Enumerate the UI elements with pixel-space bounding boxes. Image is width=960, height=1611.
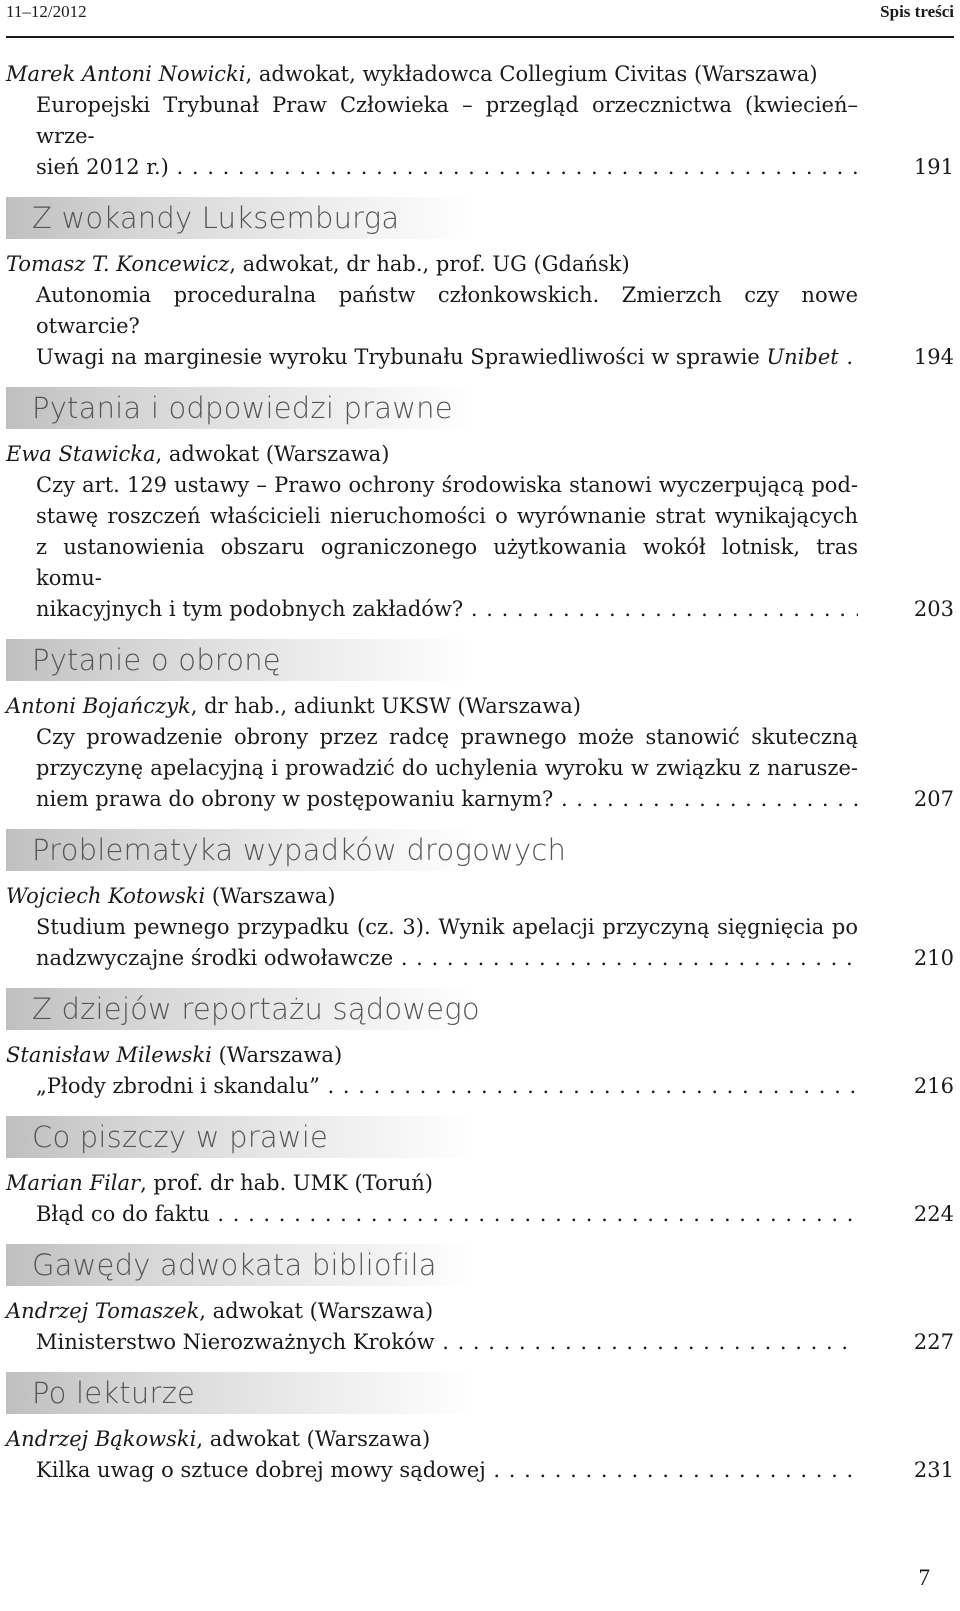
page-number: 7 xyxy=(918,1565,930,1590)
article-entry[interactable] xyxy=(36,280,954,373)
article-title-emphasis: Unibet xyxy=(759,345,839,369)
author-line xyxy=(6,1168,954,1199)
author-name: Ewa Stawicka xyxy=(6,442,156,466)
author-name: Tomasz T. Koncewicz xyxy=(6,252,230,276)
article-title-text: Kilka uwag o sztuce dobrej mowy sądowej xyxy=(36,1458,486,1482)
toc-sections xyxy=(6,197,954,1486)
article-entry[interactable] xyxy=(36,1199,954,1230)
article-title-line: z ustanowienia obszaru ograniczonego użytkowania wokół lotnisk, tras komu- xyxy=(36,535,858,590)
page-ref: 203 xyxy=(913,597,954,621)
toc-section xyxy=(6,387,954,625)
article-title-line: Czy art. 129 ustawy – Prawo ochrony środowiska stanowi wyczerpującą pod- xyxy=(36,473,858,497)
toc-section xyxy=(6,1244,954,1358)
author-affiliation: , adwokat, dr hab., prof. UG (Gdańsk) xyxy=(229,252,630,276)
article-title-last-line xyxy=(36,1071,858,1102)
article-entry[interactable] xyxy=(36,90,954,183)
toc-section xyxy=(6,197,954,373)
author-name: Andrzej Tomaszek xyxy=(6,1299,200,1323)
section-heading: Pytanie o obronę xyxy=(6,639,954,681)
toc-section xyxy=(6,829,954,974)
article-title-last-line xyxy=(36,943,858,974)
article-title-text: Błąd co do faktu xyxy=(36,1202,210,1226)
section-heading: Pytania i odpowiedzi prawne xyxy=(6,387,954,429)
article-title-line: Studium pewnego przypadku (cz. 3). Wynik apelacji przyczyną sięgnięcia po xyxy=(36,915,858,939)
toc-section xyxy=(6,988,954,1102)
author-affiliation: , adwokat (Warszawa) xyxy=(199,1299,434,1323)
page-ref: 207 xyxy=(913,787,954,811)
page-ref: 231 xyxy=(913,1458,954,1482)
article-entry[interactable] xyxy=(36,1455,954,1486)
author-affiliation: (Warszawa) xyxy=(205,884,336,908)
author-line xyxy=(6,59,954,90)
article-title-text: sień 2012 r.) xyxy=(36,155,169,179)
author-affiliation: , prof. dr hab. UMK (Toruń) xyxy=(140,1171,433,1195)
page-ref: 224 xyxy=(913,1202,954,1226)
article-title-text: niem prawa do obrony w postępowaniu karnym? xyxy=(36,787,554,811)
toc-section xyxy=(6,639,954,815)
article-title-line: Autonomia proceduralna państw członkowskich. Zmierzch czy nowe otwarcie? xyxy=(36,283,858,338)
article-title-last-line xyxy=(36,1327,858,1358)
page-ref: 210 xyxy=(913,946,954,970)
section-heading: Co piszczy w prawie xyxy=(6,1116,954,1158)
author-affiliation: (Warszawa) xyxy=(211,1043,343,1067)
article-entry[interactable] xyxy=(36,722,954,815)
page-ref: 191 xyxy=(913,155,954,179)
author-affiliation: , adwokat, wykładowca Collegium Civitas (Warszawa) xyxy=(245,62,818,86)
article-title-text: „Płody zbrodni i skandalu” xyxy=(36,1074,320,1098)
page-ref: 216 xyxy=(913,1074,954,1098)
author-line xyxy=(6,1040,954,1071)
author-line xyxy=(6,1296,954,1327)
article-title-last-line xyxy=(36,594,858,625)
article-entry[interactable] xyxy=(36,912,954,974)
section-heading: Problematyka wypadków drogowych xyxy=(6,829,954,871)
author-name: Andrzej Bąkowski xyxy=(6,1427,197,1451)
section-heading: Z wokandy Luksemburga xyxy=(6,197,954,239)
toc-section xyxy=(6,1372,954,1486)
page-ref: 227 xyxy=(913,1330,954,1354)
author-affiliation: , adwokat (Warszawa) xyxy=(155,442,390,466)
author-name: Marian Filar xyxy=(6,1171,141,1195)
section-heading: Z dziejów reportażu sądowego xyxy=(6,988,954,1030)
author-line xyxy=(6,881,954,912)
author-line xyxy=(6,1424,954,1455)
article-title-line: Czy prowadzenie obrony przez radcę prawnego może stanowić skuteczną xyxy=(36,725,858,749)
article-entry[interactable] xyxy=(36,1071,954,1102)
article-title-line: Europejski Trybunał Praw Człowieka – przegląd orzecznictwa (kwiecień–wrze- xyxy=(36,93,858,148)
article-title-last-line xyxy=(36,342,858,373)
section-title: Spis treści xyxy=(880,2,954,21)
article-title-last-line xyxy=(36,784,858,815)
author-line xyxy=(6,691,954,722)
section-heading: Po lekturze xyxy=(6,1372,954,1414)
article-entry[interactable] xyxy=(36,1327,954,1358)
article-title-line: stawę roszczeń właścicieli nieruchomości o wyrównanie strat wynikających xyxy=(36,504,858,528)
toc-intro-entry xyxy=(6,59,954,183)
article-entry[interactable] xyxy=(36,470,954,625)
author-affiliation: , dr hab., adiunkt UKSW (Warszawa) xyxy=(190,694,581,718)
author-line xyxy=(6,439,954,470)
article-title-line: przyczynę apelacyjną i prowadzić do uchylenia wyroku w związku z narusze- xyxy=(36,756,858,780)
article-title-last-line xyxy=(36,1199,858,1230)
author-name: Stanisław Milewski xyxy=(6,1043,212,1067)
article-title-text: Ministerstwo Nierozważnych Kroków xyxy=(36,1330,435,1354)
page-ref: 194 xyxy=(913,345,954,369)
article-title-text: nikacyjnych i tym podobnych zakładów? xyxy=(36,597,464,621)
table-of-contents xyxy=(6,59,954,1492)
article-title-text: nadzwyczajne środki odwoławcze xyxy=(36,946,394,970)
article-title-last-line xyxy=(36,1455,858,1486)
article-title-text: Uwagi na marginesie wyroku Trybunału Sprawiedliwości w sprawie xyxy=(36,345,760,369)
issue-number: 11–12/2012 xyxy=(6,2,87,21)
author-name: Wojciech Kotowski xyxy=(6,884,206,908)
header-rule xyxy=(6,36,954,38)
author-name: Antoni Bojańczyk xyxy=(6,694,191,718)
author-line xyxy=(6,249,954,280)
author-name: Marek Antoni Nowicki xyxy=(6,62,246,86)
running-header xyxy=(6,0,954,24)
author-affiliation: , adwokat (Warszawa) xyxy=(196,1427,431,1451)
article-title-last-line xyxy=(36,152,858,183)
toc-section xyxy=(6,1116,954,1230)
section-heading: Gawędy adwokata bibliofila xyxy=(6,1244,954,1286)
